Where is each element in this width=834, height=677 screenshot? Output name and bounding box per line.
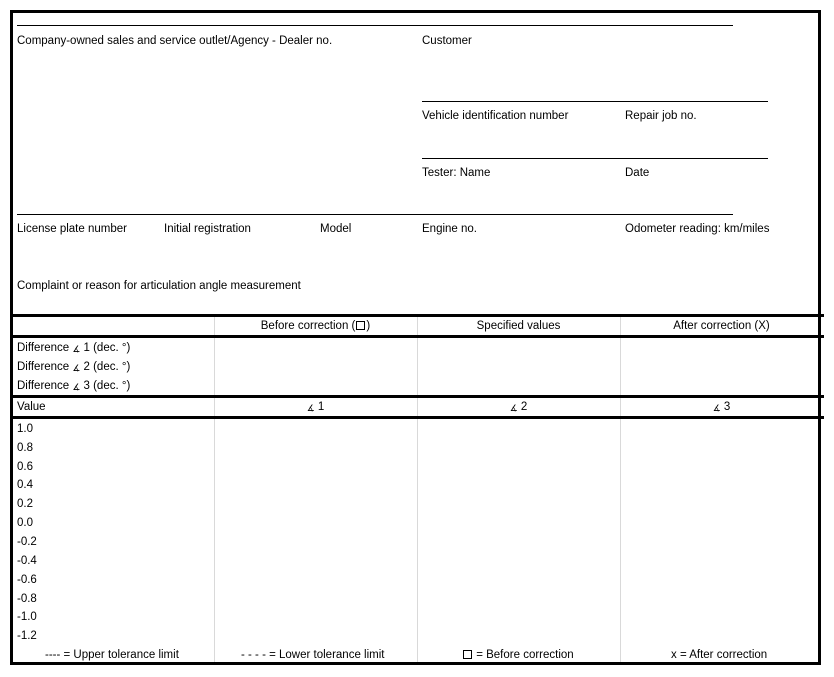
before-correction-header: [214, 319, 417, 333]
angle-1-label: 1: [317, 401, 325, 413]
vin-line: [422, 101, 768, 102]
scale-value: 1.0: [17, 423, 33, 435]
difference-label: Difference: [17, 380, 70, 392]
difference-label: Difference: [17, 342, 70, 354]
angle-icon: ∡: [712, 403, 721, 413]
before-box-icon: [356, 321, 365, 330]
value-header-top-rule: [10, 395, 824, 398]
scale-value: 0.2: [17, 498, 33, 510]
scale-value: 0.4: [17, 479, 33, 491]
license-plate-label: License plate number: [17, 223, 127, 235]
column-divider-1: [214, 317, 215, 662]
initial-registration-label: Initial registration: [164, 223, 251, 235]
scale-value: -0.2: [17, 536, 37, 548]
difference-value-label: 1 (dec. °): [83, 342, 131, 354]
difference-top-rule: [10, 335, 824, 338]
difference-value-label: 3 (dec. °): [83, 380, 131, 392]
scale-value: 0.8: [17, 442, 33, 454]
column-divider-2: [417, 317, 418, 662]
difference-value-label: 2 (dec. °): [83, 361, 131, 373]
vin-label: Vehicle identification number: [422, 110, 569, 122]
scale-value: -0.4: [17, 555, 37, 567]
angle-1-header: [214, 400, 417, 414]
scale-value: 0.6: [17, 461, 33, 473]
specified-values-header: [417, 319, 620, 333]
angle-2-label: 2: [520, 401, 528, 413]
difference-row-2: [17, 360, 130, 374]
angle-2-header: [417, 400, 620, 414]
angle-icon: ∡: [72, 344, 81, 354]
repair-job-label: Repair job no.: [625, 110, 697, 122]
before-header-suffix: ): [366, 320, 371, 332]
scale-value: -1.2: [17, 630, 37, 642]
scale-value: 0.0: [17, 517, 33, 529]
tester-line: [422, 158, 768, 159]
value-header-label: Value: [17, 401, 46, 413]
angle-icon: ∡: [72, 382, 81, 392]
before-header-text: Before correction (: [260, 320, 356, 332]
legend-upper-tolerance: ---- = Upper tolerance limit: [45, 649, 179, 661]
dealer-label: Company-owned sales and service outlet/Agency - Dealer no.: [17, 35, 333, 47]
legend-lower-tolerance: - - - - = Lower tolerance limit: [241, 649, 385, 661]
engine-label: Engine no.: [422, 223, 477, 235]
odometer-label: Odometer reading: km/miles: [625, 223, 770, 235]
scale-value: -0.8: [17, 593, 37, 605]
scale-value: -1.0: [17, 611, 37, 623]
tester-label: Tester: Name: [422, 167, 491, 179]
complaint-label: Complaint or reason for articulation angle measurement: [17, 280, 301, 292]
difference-row-3: [17, 379, 130, 393]
legend-after-correction: x = After correction: [671, 649, 768, 661]
date-label: Date: [625, 167, 650, 179]
difference-label: Difference: [17, 361, 70, 373]
after-correction-header: [620, 319, 823, 333]
before-box-icon: [463, 650, 472, 659]
dealer-line: [17, 25, 733, 26]
angle-3-header: [620, 400, 823, 414]
model-label: Model: [320, 223, 352, 235]
scale-value: -0.6: [17, 574, 37, 586]
angle-3-label: 3: [723, 401, 731, 413]
specified-header-text: Specified values: [476, 320, 561, 332]
angle-icon: ∡: [509, 403, 518, 413]
customer-label: Customer: [422, 35, 472, 47]
difference-row-1: [17, 341, 130, 355]
column-divider-3: [620, 317, 621, 662]
angle-icon: ∡: [306, 403, 315, 413]
after-header-text: After correction (X): [673, 320, 770, 332]
license-line: [17, 214, 733, 215]
angle-icon: ∡: [72, 363, 81, 373]
scale-top-rule: [10, 416, 824, 419]
legend-before-label: = Before correction: [476, 649, 574, 661]
legend-before-correction: [462, 648, 574, 662]
